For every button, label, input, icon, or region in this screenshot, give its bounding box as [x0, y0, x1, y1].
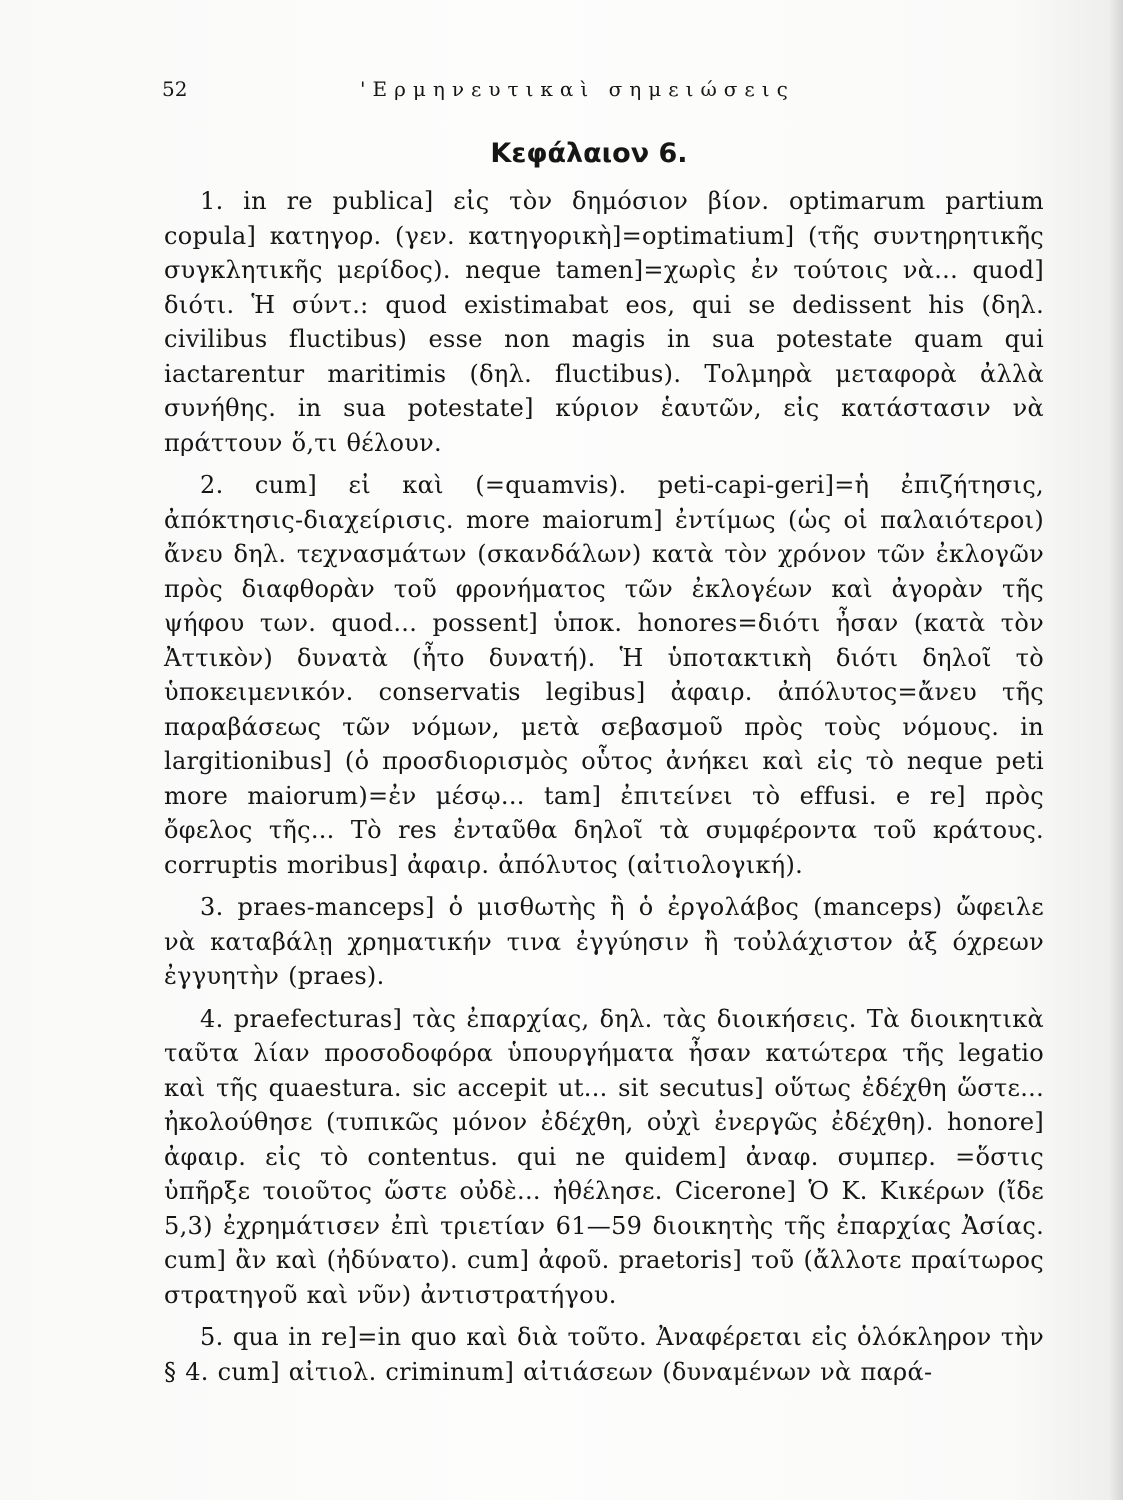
note-2: 2. cum] εἰ καὶ (=quamvis). peti-capi-geri]=ἡ ἐπιζήτησις, ἀπόκτησις-διαχείρισις. more maiorum] ἐντίμως (ὡς οἱ παλαιότεροι) ἄνευ δηλ. τεχνασμάτων (σκανδάλων) κατὰ τὸν χρόνον τῶν ἐκλογῶν πρὸς διαφθορὰν τοῦ φρονήματος τῶν ἐκλογέων καὶ ἀγορὰν τῆς ψήφου των. quod... possent] ὑποκ. honores=διότι ἦσαν (κατὰ τὸν Ἀττικὸν) δυνατὰ (ἦτο δυνατή). Ἡ ὑποτακτικὴ διότι δηλοῖ τὸ ὑποκειμενικόν. conservatis legibus] ἀφαιρ. ἀπόλυτος=ἄνευ τῆς παραβάσεως τῶν νόμων, μετὰ σεβασμοῦ πρὸς τοὺς νόμους. in largitionibus] (ὁ προσδιορισμὸς οὗτος ἀνήκει καὶ εἰς τὸ neque peti more maiorum)=ἐν μέσῳ... tam] ἐπιτείνει τὸ effusi. e re] πρὸς ὄφελος τῆς... Τὸ res ἐνταῦθα δηλοῖ τὰ συμφέροντα τοῦ κράτους. corruptis moribus] ἀφαιρ. ἀπόλυτος (αἰτιολογική). [164, 471, 1044, 879]
binding-shadow [1109, 0, 1123, 1500]
commentary-body [164, 184, 1044, 1389]
running-head [162, 74, 852, 104]
chapter-title: Κεφάλαιον 6. [490, 138, 688, 169]
note-5: 5. qua in re]=in quo καὶ διὰ τοῦτο. Ἀναφέρεται εἰς ὁλόκληρον τὴν § 4. cum] αἰτιολ. criminum] αἰτιάσεων (δυναμένων νὰ παρά- [164, 1323, 1044, 1386]
running-title: 'Ερμηνευτικαὶ σημειώσεις [360, 77, 795, 101]
note-3: 3. praes-manceps] ὁ μισθωτὴς ἢ ὁ ἐργολάβος (manceps) ὤφειλε νὰ καταβάλῃ χρηματικήν τινα ἐγγύησιν ἢ τοὐλάχιστον ἀξ όχρεων ἐγγυητὴν (praes). [164, 893, 1044, 990]
note-1: 1. in re publica] εἰς τὸν δημόσιον βίον. optimarum partium copula] κατηγορ. (γεν. κατηγορικὴ]=optimatium] (τῆς συντηρητικῆς συγκλητικῆς μερίδος). neque tamen]=χωρὶς ἐν τούτοις νὰ... quod] διότι. Ἡ σύντ.: quod existimabat eos, qui se dedissent his (δηλ. civilibus fluctibus) esse non magis in sua potestate quam qui iactarentur maritimis (δηλ. fluctibus). Τολμηρὰ μεταφορὰ ἀλλὰ συνήθης. in sua potestate] κύριον ἑαυτῶν, εἰς κατάστασιν νὰ πράττουν ὅ,τι θέλουν. [164, 187, 1044, 457]
note-4: 4. praefecturas] τὰς ἐπαρχίας, δηλ. τὰς διοικήσεις. Τὰ διοικητικὰ ταῦτα λίαν προσοδοφόρα ὑπουργήματα ἦσαν κατώτερα τῆς legatio καὶ τῆς quaestura. sic accepit ut... sit secutus] οὕτως ἐδέχθη ὥστε... ἠκολούθησε (τυπικῶς μόνον ἐδέχθη, οὐχὶ ἐνεργῶς ἐδέχθη). honore] ἀφαιρ. εἰς τὸ contentus. qui ne quidem] ἀναφ. συμπερ. =ὅστις ὑπῆρξε τοιοῦτος ὥστε οὐδὲ... ἠθέλησε. Cicerone] Ὁ Κ. Κικέρων (ἴδε 5,3) ἐχρημάτισεν ἐπὶ τριετίαν 61—59 διοικητὴς τῆς ἐπαρχίας Ἀσίας. cum] ἂν καὶ (ἠδύνατο). cum] ἀφοῦ. praetoris] τοῦ (ἄλλοτε πραίτωρος στρατηγοῦ καὶ νῦν) ἀντιστρατήγου. [164, 1004, 1044, 1309]
page-number: 52 [162, 77, 188, 101]
